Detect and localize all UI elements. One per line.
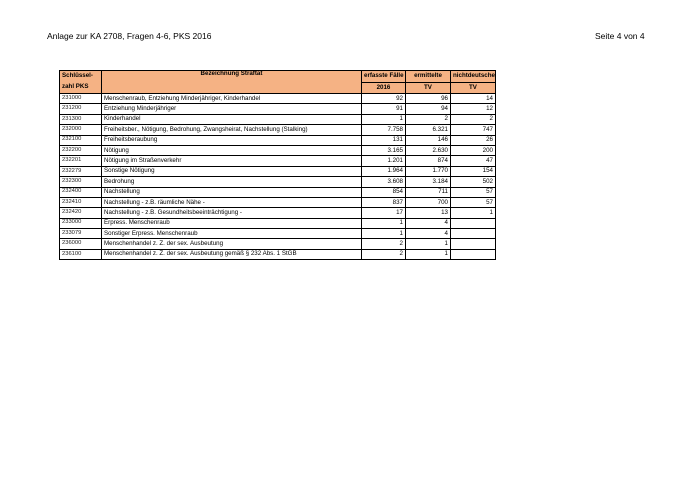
crime-statistics-table [59,70,496,260]
cell-cases: 3.165 [362,145,406,155]
cell-tv: 1 [406,249,451,259]
table-row [60,187,496,197]
cell-tv: 2 [406,114,451,124]
cell-description: Nachstellung - z.B. räumliche Nähe - [102,197,362,207]
cell-tv: 94 [406,104,451,114]
cell-ntv [451,249,496,259]
cell-description: Erpress. Menschenraub [102,218,362,228]
cell-key: 232400 [60,187,102,197]
cell-ntv [451,218,496,228]
header-ntv-line1: nichtdeutsche [451,71,496,83]
cell-cases: 1.964 [362,166,406,176]
cell-description: Nötigung [102,145,362,155]
cell-ntv: 57 [451,187,496,197]
cell-ntv: 12 [451,104,496,114]
cell-ntv: 154 [451,166,496,176]
cell-description: Menschenhandel z. Z. der sex. Ausbeutung [102,239,362,249]
table-row [60,218,496,228]
cell-description: Sonstige Nötigung [102,166,362,176]
table-row [60,197,496,207]
cell-ntv [451,239,496,249]
cell-tv: 874 [406,156,451,166]
cell-cases: 1 [362,229,406,239]
cell-key: 232201 [60,156,102,166]
cell-tv: 4 [406,218,451,228]
header-cases-line1: erfasste Fälle [362,71,406,83]
cell-key: 232100 [60,135,102,145]
header-cases-line2: 2016 [362,82,406,94]
cell-tv: 4 [406,229,451,239]
header-key-line1: Schlüssel- [60,71,102,83]
cell-description: Nötigung im Straßenverkehr [102,156,362,166]
cell-description: Nachstellung - z.B. Gesundheitsbeeinträchtigung - [102,208,362,218]
cell-cases: 837 [362,197,406,207]
cell-ntv: 200 [451,145,496,155]
cell-tv: 3.184 [406,177,451,187]
cell-key: 236100 [60,249,102,259]
cell-ntv: 26 [451,135,496,145]
cell-key: 231300 [60,114,102,124]
cell-cases: 1.201 [362,156,406,166]
cell-key: 232200 [60,145,102,155]
cell-tv: 13 [406,208,451,218]
cell-cases: 3.608 [362,177,406,187]
table-row [60,156,496,166]
header-key-line2: zahl PKS [60,82,102,94]
document-header-title: Anlage zur KA 2708, Fragen 4-6, PKS 2016 [47,31,212,41]
cell-key: 233079 [60,229,102,239]
cell-tv: 96 [406,94,451,104]
table-row [60,229,496,239]
cell-tv: 2.630 [406,145,451,155]
cell-tv: 146 [406,135,451,145]
cell-key: 231000 [60,94,102,104]
cell-cases: 7.758 [362,125,406,135]
header-tv-line1: ermittelte [406,71,451,83]
table-row [60,114,496,124]
cell-key: 232000 [60,125,102,135]
cell-tv: 6.321 [406,125,451,135]
cell-cases: 2 [362,239,406,249]
cell-cases: 17 [362,208,406,218]
table-row [60,104,496,114]
cell-cases: 92 [362,94,406,104]
cell-ntv [451,229,496,239]
table-row [60,208,496,218]
cell-cases: 91 [362,104,406,114]
header-tv-line2: TV [406,82,451,94]
cell-cases: 2 [362,249,406,259]
cell-description: Sonstiger Erpress. Menschenraub [102,229,362,239]
table-row [60,239,496,249]
cell-key: 232279 [60,166,102,176]
cell-ntv: 14 [451,94,496,104]
cell-description: Entziehung Minderjähriger [102,104,362,114]
cell-description: Menschenhandel z. Z. der sex. Ausbeutung gemäß § 232 Abs. 1 StGB [102,249,362,259]
table-row [60,94,496,104]
cell-cases: 131 [362,135,406,145]
table-row [60,166,496,176]
cell-tv: 1.770 [406,166,451,176]
cell-tv: 711 [406,187,451,197]
cell-key: 232410 [60,197,102,207]
cell-ntv: 47 [451,156,496,166]
cell-tv: 700 [406,197,451,207]
cell-cases: 854 [362,187,406,197]
page-number: Seite 4 von 4 [595,31,645,41]
cell-description: Bedrohung [102,177,362,187]
table-row [60,249,496,259]
cell-key: 236000 [60,239,102,249]
cell-description: Freiheitsber., Nötigung, Bedrohung, Zwangsheirat, Nachstellung (Stalking) [102,125,362,135]
cell-description: Kinderhandel [102,114,362,124]
cell-key: 231200 [60,104,102,114]
cell-description: Nachstellung [102,187,362,197]
cell-key: 232420 [60,208,102,218]
cell-tv: 1 [406,239,451,249]
header-description: Bezeichnung Straftat [102,71,362,94]
table-row [60,145,496,155]
table-header-row [60,71,496,83]
table-row [60,125,496,135]
header-ntv-line2: TV [451,82,496,94]
cell-cases: 1 [362,218,406,228]
cell-ntv: 57 [451,197,496,207]
cell-description: Menschenraub, Entziehung Minderjähriger, Kinderhandel [102,94,362,104]
cell-key: 232300 [60,177,102,187]
cell-cases: 1 [362,114,406,124]
cell-ntv: 2 [451,114,496,124]
cell-ntv: 747 [451,125,496,135]
table-row [60,177,496,187]
table-row [60,135,496,145]
cell-key: 233000 [60,218,102,228]
cell-ntv: 1 [451,208,496,218]
cell-ntv: 502 [451,177,496,187]
cell-description: Freiheitsberaubung [102,135,362,145]
